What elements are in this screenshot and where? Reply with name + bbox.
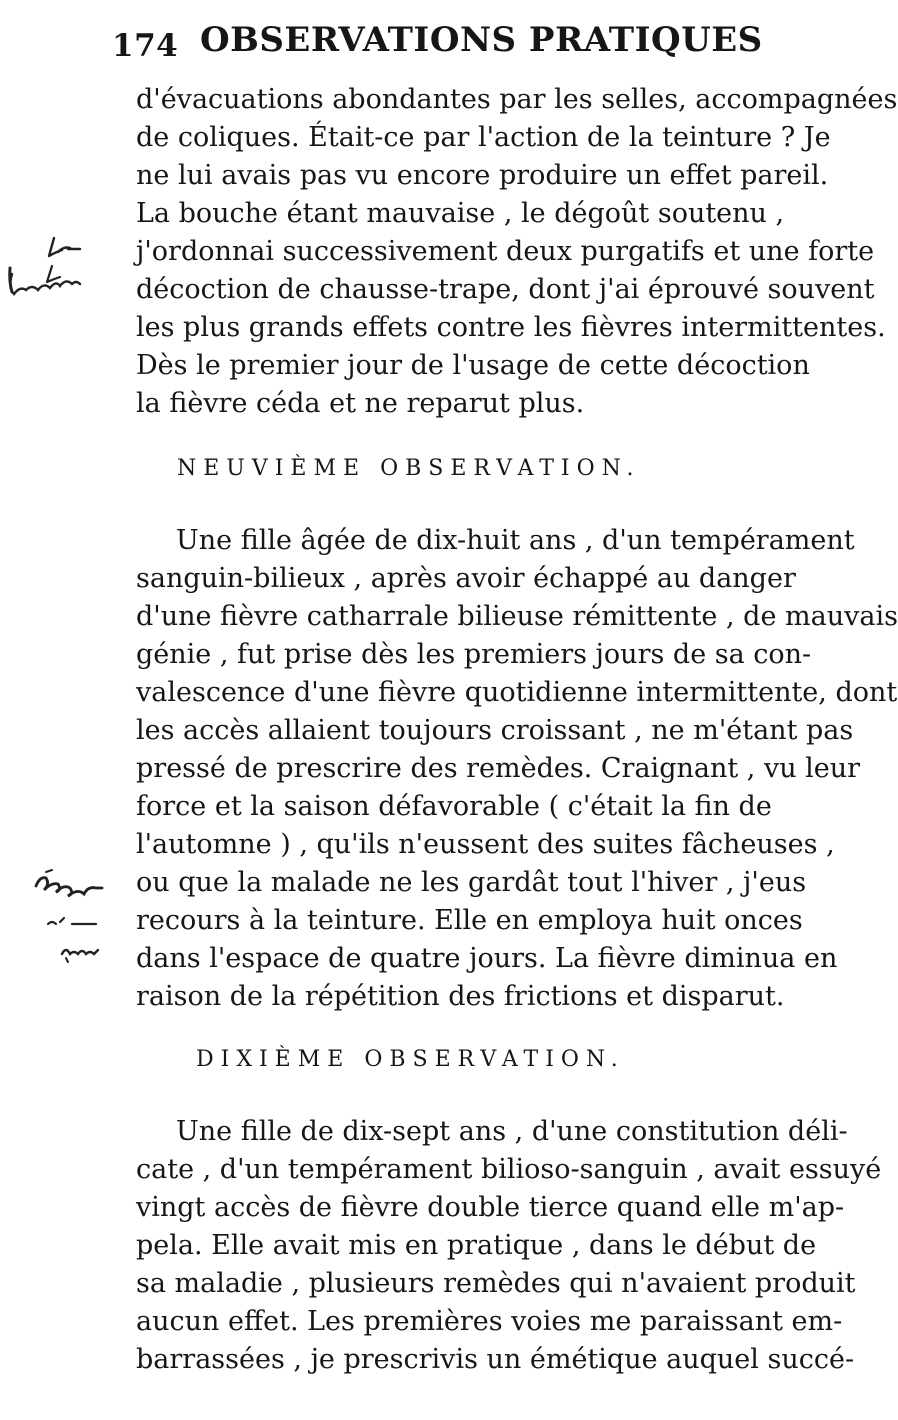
text-line: dans l'espace de quatre jours. La fièvre diminua en (136, 943, 838, 974)
text-line: sa maladie , plusieurs remèdes qui n'avaient produit (136, 1268, 856, 1299)
text-line: barrassées , je prescrivis un émétique auquel succé- (136, 1344, 855, 1375)
section-heading-ninth-observation: NEUVIÈME OBSERVATION. (177, 456, 641, 481)
text-line: raison de la répétition des frictions et disparut. (136, 981, 785, 1012)
text-line: force et la saison défavorable ( c'était la fin de (136, 791, 772, 822)
text-line: Une fille de dix-sept ans , d'une constitution déli- (176, 1116, 848, 1147)
page-number: 174 (112, 28, 179, 64)
text-line: génie , fut prise dès les premiers jours de sa con- (136, 639, 812, 670)
text-line: d'évacuations abondantes par les selles, accompagnées (136, 84, 898, 115)
text-line: d'une fièvre catharrale bilieuse rémittente , de mauvais (136, 601, 898, 632)
text-line: ou que la malade ne les gardât tout l'hiver , j'eus (136, 867, 807, 898)
text-line: sanguin-bilieux , après avoir échappé au danger (136, 563, 796, 594)
section-heading-tenth-observation: DIXIÈME OBSERVATION. (196, 1047, 625, 1072)
handwritten-margin-note (0, 230, 130, 300)
text-line: valescence d'une fièvre quotidienne intermittente, dont (136, 677, 898, 708)
text-line: décoction de chausse-trape, dont j'ai éprouvé souvent (136, 274, 875, 305)
text-line: aucun effet. Les premières voies me paraissant em- (136, 1306, 843, 1337)
text-line: pela. Elle avait mis en pratique , dans le début de (136, 1230, 817, 1261)
text-line: Dès le premier jour de l'usage de cette décoction (136, 350, 810, 381)
text-line: les accès allaient toujours croissant , ne m'étant pas (136, 715, 854, 746)
text-line: pressé de prescrire des remèdes. Craignant , vu leur (136, 753, 861, 784)
text-line: l'automne ) , qu'ils n'eussent des suites fâcheuses , (136, 829, 835, 860)
text-line: ne lui avais pas vu encore produire un effet pareil. (136, 160, 829, 191)
running-head (112, 20, 763, 70)
text-line: recours à la teinture. Elle en employa huit onces (136, 905, 803, 936)
text-line: les plus grands effets contre les fièvres intermittentes. (136, 312, 886, 343)
running-title: OBSERVATIONS PRATIQUES (200, 20, 763, 60)
text-line: la fièvre céda et ne reparut plus. (136, 388, 585, 419)
text-line: vingt accès de fièvre double tierce quand elle m'ap- (136, 1192, 845, 1223)
text-line: j'ordonnai successivement deux purgatifs et une forte (136, 236, 875, 267)
text-line: La bouche étant mauvaise , le dégoût soutenu , (136, 198, 785, 229)
text-line: cate , d'un tempérament bilioso-sanguin , avait essuyé (136, 1154, 882, 1185)
handwritten-margin-note (0, 866, 130, 976)
text-line: de coliques. Était-ce par l'action de la teinture ? Je (136, 122, 831, 153)
text-line: Une fille âgée de dix-huit ans , d'un tempérament (176, 525, 855, 556)
